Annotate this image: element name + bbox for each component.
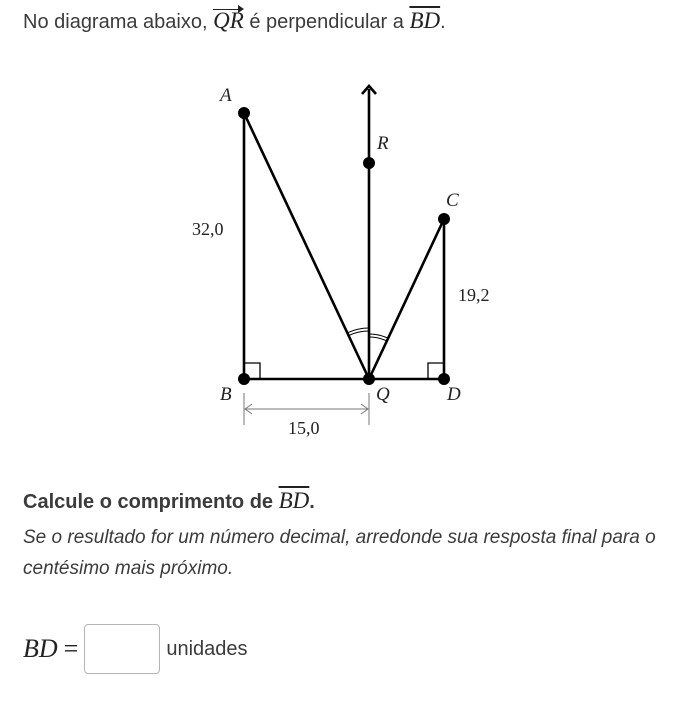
point-q [363,373,375,385]
angle-rqc-arc-inner [369,337,387,341]
point-a [238,107,250,119]
point-b [238,373,250,385]
label-q: Q [376,384,390,405]
segment-bd-symbol: $\overline{BD}$ [409,8,441,33]
intro-prefix: No diagrama abaixo, [23,11,214,33]
segment-aq [244,113,369,379]
intro-middle: é perpendicular a [243,11,410,33]
ray-qr-symbol: QR [213,8,244,33]
measure-bq: 15,0 [288,418,320,438]
answer-row [23,622,248,676]
answer-label: BD [23,634,58,663]
label-r: R [377,133,389,154]
label-b: B [220,384,232,405]
measure-ab: 32,0 [192,219,224,239]
answer-equals: = [63,634,79,663]
problem-statement [23,8,446,34]
angle-aqr-arc-inner [349,331,369,336]
measure-cd: 19,2 [458,285,490,305]
segment-cq [369,219,444,379]
answer-units: unidades [166,637,248,660]
answer-input[interactable] [84,624,160,674]
label-c: C [446,190,459,211]
label-d: D [447,384,461,405]
geometry-diagram [180,75,510,450]
question-suffix: . [309,491,315,513]
point-c [438,213,450,225]
question-prompt [23,488,315,514]
rounding-hint: Se o resultado for um número decimal, arredonde sua resposta final para o centésimo mais próximo. [23,527,656,579]
point-r [363,157,375,169]
intro-suffix: . [440,11,446,33]
label-a: A [220,85,232,106]
question-prefix: Calcule o comprimento de [23,491,279,513]
question-segment-bd: $\overline{BD}$ [278,488,310,513]
